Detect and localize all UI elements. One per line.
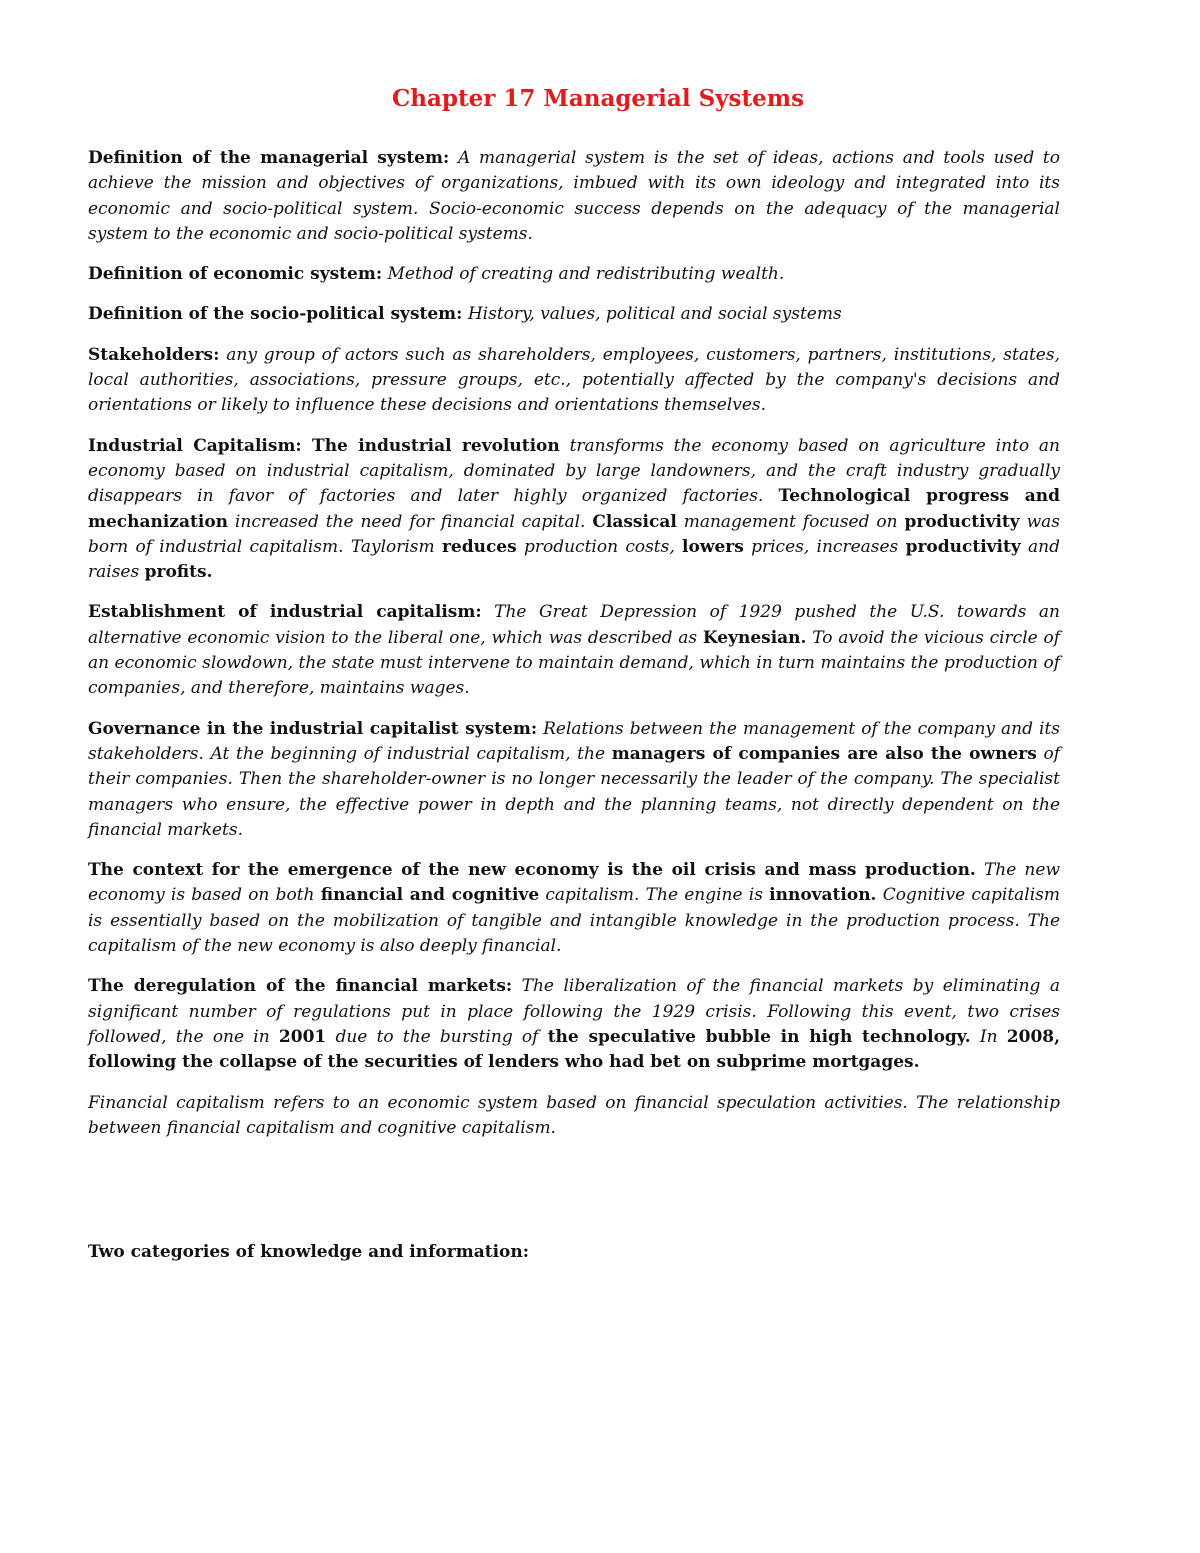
italic-text: production costs, xyxy=(516,536,683,557)
italic-text: The new economy is based on both xyxy=(88,860,1060,906)
bold-text: innovation. xyxy=(769,885,877,906)
italic-text: of their companies. Then the shareholder-owner is no longer necessarily the leader of the company. The specialist managers who ensure, the effective power in depth and the planning teams, not directly dependent on the financial markets. xyxy=(88,743,1060,840)
paragraph-stakeholders-definition xyxy=(88,343,1060,419)
bold-text: 2008, following the collapse of the securities of lenders who had bet on subprime mortgages. xyxy=(88,1026,1061,1073)
italic-text: History, values, political and social systems xyxy=(462,304,842,325)
paragraph-establishment-of-industrial-capitalism xyxy=(88,600,1060,701)
bold-text: Definition of the socio-political system: xyxy=(88,304,463,325)
italic-text: and raises xyxy=(88,536,1060,583)
bold-text: Keynesian. xyxy=(702,627,807,648)
bold-text: the speculative bubble in high technology. xyxy=(547,1026,971,1047)
italic-text: was born of industrial capitalism. Taylorism xyxy=(88,511,1060,557)
bold-text: Definition of economic system: xyxy=(88,264,383,285)
bold-text: The context for the emergence of the new economy is the oil crisis and mass production. xyxy=(88,860,976,881)
italic-text: The Great Depression of 1929 pushed the U.S. towards an alternative economic vision to the liberal one, which was described as xyxy=(88,602,1060,648)
italic-text: Cognitive capitalism is essentially based on the mobilization of tangible and intangible knowledge in the production process. The capitalism of the new economy is also deeply financial. xyxy=(88,885,1061,957)
bold-text: Stakeholders: xyxy=(88,344,220,365)
italic-text: A managerial system is the set of ideas, actions and tools used to achieve the mission and objectives of organizations, imbued with its own ideology and integrated into its economic and socio-political system. Socio-economic success depends on the adequacy of the managerial system to the economic and socio-political systems. xyxy=(88,148,1060,244)
italic-text: due to the bursting of xyxy=(326,1026,548,1047)
blank-space xyxy=(88,1156,1060,1240)
paragraph-new-economy-context xyxy=(88,858,1060,959)
document-body xyxy=(88,146,1060,1141)
italic-text: prices, increases xyxy=(743,536,906,557)
paragraph-financial-capitalism xyxy=(88,1091,1060,1142)
knowledge-categories-heading xyxy=(88,1240,1060,1265)
italic-text: transforms the economy based on agriculture into an economy based on industrial capitalism, dominated by large landowners, and the craft industry gradually disappears in favor of factories and later highly organized factories. xyxy=(88,435,1061,507)
paragraph-socio-political-system-definition xyxy=(88,302,1060,327)
paragraph-financial-markets-deregulation xyxy=(88,974,1060,1075)
italic-text: increased the need for financial capital. xyxy=(228,511,593,532)
italic-text: The liberalization of the financial markets by eliminating a significant number of regulations put in place following the 1929 crisis. Following this event, two crises followed, the one in xyxy=(88,976,1060,1047)
bold-text: productivity xyxy=(904,511,1020,532)
paragraph-industrial-capitalism xyxy=(88,434,1060,586)
italic-text: Financial capitalism refers to an economic system based on financial speculation activities. The relationship between financial capitalism and cognitive capitalism. xyxy=(88,1092,1060,1138)
bold-text: lowers xyxy=(682,536,744,557)
paragraph-managerial-system-definition xyxy=(88,146,1060,247)
paragraph-governance-industrial-capitalist-system xyxy=(88,717,1060,843)
paragraph-economic-system-definition xyxy=(88,262,1060,287)
italic-text: In xyxy=(970,1026,1007,1047)
italic-text: any group of actors such as shareholders, employees, customers, partners, institutions, states, local authorities, associations, pressure groups, etc., potentially affected by the company's decisions and orientations or likely to influence these decisions and orientations themselves. xyxy=(88,344,1060,416)
bold-text: financial and cognitive xyxy=(320,885,540,906)
bold-text: Governance in the industrial capitalist system: xyxy=(88,718,538,739)
bold-text: Technological progress and mechanization xyxy=(88,486,1060,532)
bold-text: Definition of the managerial system: xyxy=(88,148,450,168)
bold-text: managers of companies are also the owners xyxy=(611,743,1037,764)
bold-text: reduces xyxy=(441,536,517,557)
bold-text: productivity xyxy=(905,536,1021,557)
italic-text: Method of creating and redistributing wealth. xyxy=(382,264,785,285)
bold-text: profits. xyxy=(144,562,213,583)
italic-text: management focused on xyxy=(676,511,905,532)
heading-text: Two categories of knowledge and information: xyxy=(88,1242,530,1263)
italic-text: Relations between the management of the company and its stakeholders. At the beginning of industrial capitalism, the xyxy=(88,718,1061,764)
bold-text: The deregulation of the financial markets: xyxy=(88,976,513,997)
bold-text: Establishment of industrial capitalism: xyxy=(88,602,482,623)
bold-text: 2001 xyxy=(278,1026,327,1047)
italic-text: To avoid the vicious circle of an economic slowdown, the state must intervene to maintain demand, which in turn maintains the production of companies, and therefore, maintains wages. xyxy=(88,627,1060,699)
bold-text: Classical xyxy=(592,511,677,532)
bold-text: Industrial Capitalism: The industrial revolution xyxy=(88,435,560,456)
page-title: Chapter 17 Managerial Systems xyxy=(391,85,805,112)
italic-text: capitalism. The engine is xyxy=(539,885,770,906)
